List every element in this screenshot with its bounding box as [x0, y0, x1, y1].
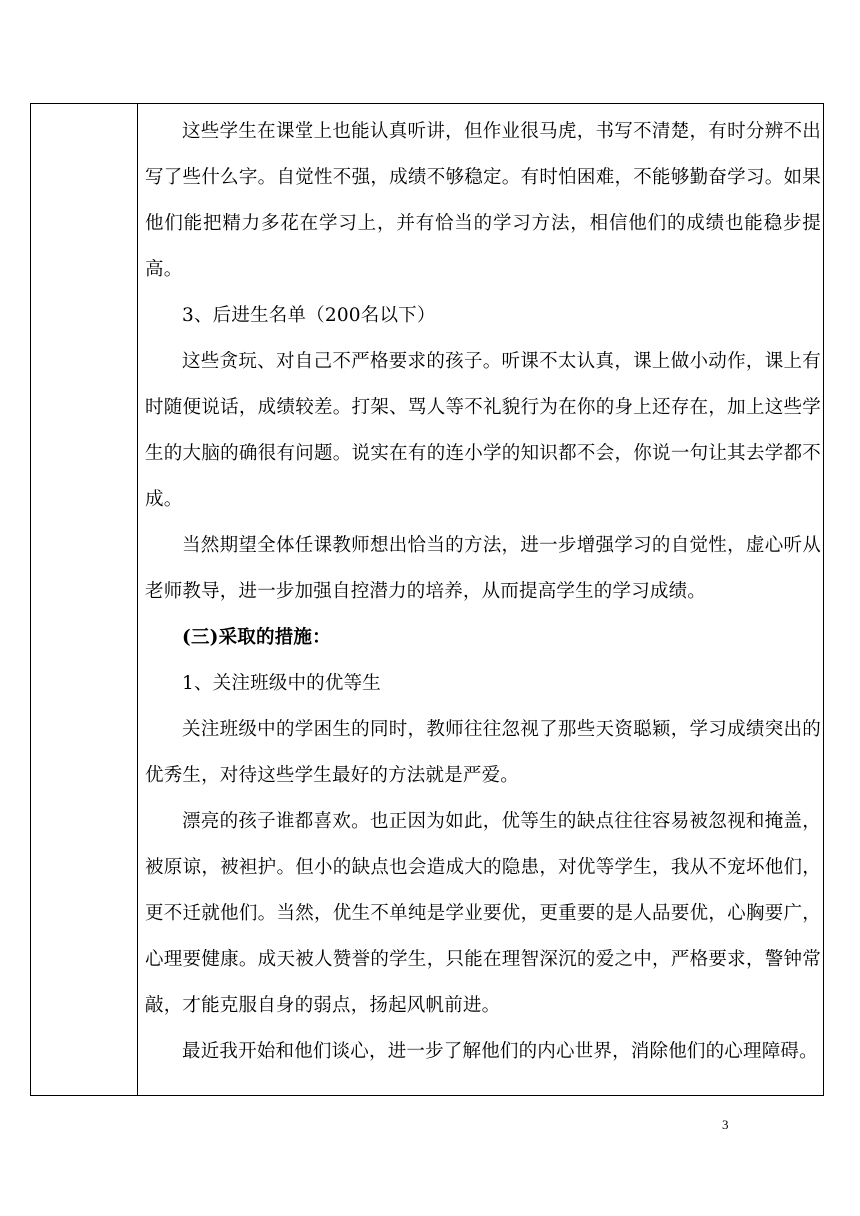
- paragraph-teacher-expectation: 当然期望全体任课教师想出恰当的方法，进一步增强学习的自觉性，虚心听从老师教导，进一步加强自控潜力的培养，从而提高学生的学习成绩。: [145, 535, 821, 602]
- paragraph-strict-love: 漂亮的孩子谁都喜欢。也正因为如此，优等生的缺点往往容易被忽视和掩盖，被原谅，被袒护。但小的缺点也会造成大的隐患，对优等学生，我从不宠坏他们，更不迁就他们。当然，优生不单纯是学业要优，更重要的是人品要优，心胸要广，心理要健康。成天被人赞誉的学生，只能在理智深沉的爱之中，严格要求，警钟常敲，才能克服自身的弱点，扬起风帆前进。: [145, 811, 821, 1016]
- paragraph-top-students-care: 关注班级中的学困生的同时，教师往往忽视了那些天资聪颖，学习成绩突出的优秀生，对待这些学生最好的方法就是严爱。: [145, 719, 821, 786]
- subheading-top-students: 1、关注班级中的优等生: [182, 673, 381, 694]
- content-table: [30, 103, 824, 1096]
- paragraph-performance-description: 这些学生在课堂上也能认真听讲，但作业很马虎，书写不清楚，有时分辨不出写了些什么字。自觉性不强，成绩不够稳定。有时怕困难，不能够勤奋学习。如果他们能把精力多花在学习上，并有恰当的学习方法，相信他们的成绩也能稳步提高。: [145, 121, 821, 280]
- table-content-cell: [145, 109, 821, 1075]
- paragraph-lagging-students-description: 这些贪玩、对自己不严格要求的孩子。听课不太认真，课上做小动作，课上有时随便说话，成绩较差。打架、骂人等不礼貌行为在你的身上还存在，加上这些学生的大脑的确很有问题。说实在有的连小学的知识都不会，你说一句让其去学都不成。: [145, 351, 821, 510]
- paragraph-heart-to-heart: 最近我开始和他们谈心，进一步了解他们的内心世界，消除他们的心理障碍。: [182, 1041, 818, 1062]
- paragraph-lagging-students-list: 3、后进生名单（200名以下）: [182, 305, 436, 326]
- section-heading-measures: (三)采取的措施：: [182, 627, 331, 648]
- page-number: 3: [722, 1117, 729, 1132]
- table-left-column: [31, 104, 138, 1095]
